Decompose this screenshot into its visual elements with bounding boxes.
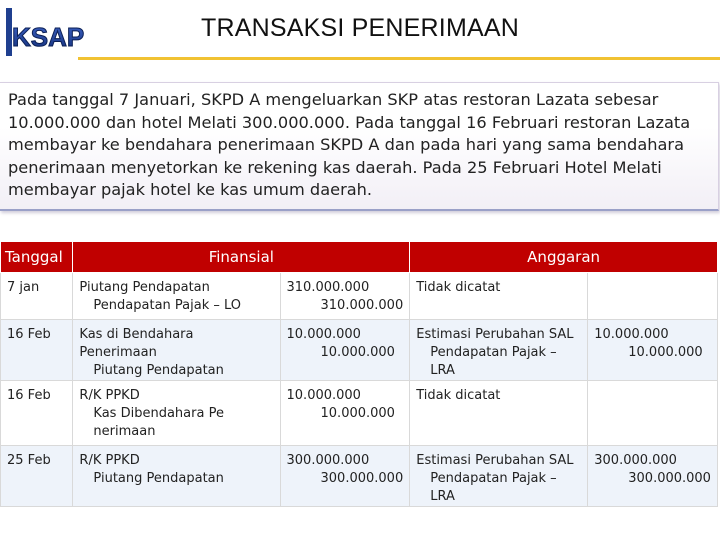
header-finansial: Finansial (73, 242, 410, 273)
cell-ang-amounts (588, 320, 718, 381)
cell-ang-amounts (588, 273, 718, 320)
cell-ang-accounts (410, 273, 588, 320)
cell-ang-accounts (410, 446, 588, 507)
fin-credit-account: Kas Dibendahara Pe nerimaan (93, 406, 224, 439)
description-box (0, 82, 719, 211)
fin-credit-account: Piutang Pendapatan (93, 471, 224, 486)
ang-credit-account: Pendapatan Pajak – LRA (430, 345, 557, 378)
cell-fin-accounts (73, 320, 280, 381)
fin-credit-account: Pendapatan Pajak – LO (93, 298, 242, 313)
description-text: Pada tanggal 7 Januari, SKPD A mengeluarkan SKP atas restoran Lazata sebesar 10.000.000 dan hotel Melati 300.000.000. Pada tanggal 16 Februari restoran Lazata membayar ke bendahara penerimaan SKPD A dan pada hari yang sama bendahara penerimaan menyetorkan ke rekening kas daerah. Pada 25 Februari Hotel Melati membayar pajak hotel ke kas umum daerah. (8, 90, 691, 199)
cell-fin-amounts (280, 320, 410, 381)
fin-credit-account: Piutang Pendapatan (93, 363, 224, 378)
fin-debit-amount: 300.000.000 (286, 453, 370, 468)
cell-ang-amounts (588, 446, 718, 507)
cell-date: 25 Feb (1, 446, 73, 507)
ang-credit-amount: 10.000.000 (628, 345, 703, 360)
fin-debit-amount: 10.000.000 (286, 327, 361, 342)
fin-credit-amount: 10.000.000 (320, 345, 395, 360)
fin-debit-account: Kas di Bendahara Penerimaan (79, 327, 194, 360)
fin-credit-amount: 10.000.000 (320, 406, 395, 421)
table-row (1, 446, 718, 507)
fin-debit-account: R/K PPKD (79, 388, 140, 403)
ang-debit-amount: 300.000.000 (594, 453, 677, 468)
table-row (1, 381, 718, 446)
ang-debit-account: Tidak dicatat (416, 280, 501, 295)
table-header-row (1, 242, 718, 273)
transaction-table (0, 241, 718, 507)
cell-ang-amounts (588, 381, 718, 446)
ang-credit-amount: 300.000.000 (628, 471, 711, 486)
cell-fin-accounts (73, 273, 280, 320)
cell-ang-accounts (410, 381, 588, 446)
ang-debit-account: Tidak dicatat (416, 388, 501, 403)
cell-fin-amounts (280, 273, 410, 320)
ang-credit-account: Pendapatan Pajak – LRA (430, 471, 557, 504)
cell-fin-accounts (73, 446, 280, 507)
ang-debit-amount: 10.000.000 (594, 327, 669, 342)
table-row (1, 320, 718, 381)
cell-date: 16 Feb (1, 320, 73, 381)
table-row (1, 273, 718, 320)
header-anggaran: Anggaran (410, 242, 718, 273)
header-tanggal: Tanggal (1, 242, 73, 273)
cell-fin-amounts (280, 381, 410, 446)
fin-debit-amount: 310.000.000 (286, 280, 370, 295)
fin-debit-account: R/K PPKD (79, 453, 140, 468)
ang-debit-account: Estimasi Perubahan SAL (416, 327, 574, 342)
logo-text: KSAP (12, 22, 85, 52)
cell-fin-amounts (280, 446, 410, 507)
cell-date: 16 Feb (1, 381, 73, 446)
title-underline (78, 57, 720, 60)
fin-debit-amount: 10.000.000 (286, 388, 361, 403)
fin-debit-account: Piutang Pendapatan (79, 280, 210, 295)
ang-debit-account: Estimasi Perubahan SAL (416, 453, 574, 468)
fin-credit-amount: 300.000.000 (320, 471, 404, 486)
cell-ang-accounts (410, 320, 588, 381)
cell-fin-accounts (73, 381, 280, 446)
cell-date: 7 jan (1, 273, 73, 320)
fin-credit-amount: 310.000.000 (320, 298, 404, 313)
page-title: TRANSAKSI PENERIMAAN (201, 14, 519, 42)
